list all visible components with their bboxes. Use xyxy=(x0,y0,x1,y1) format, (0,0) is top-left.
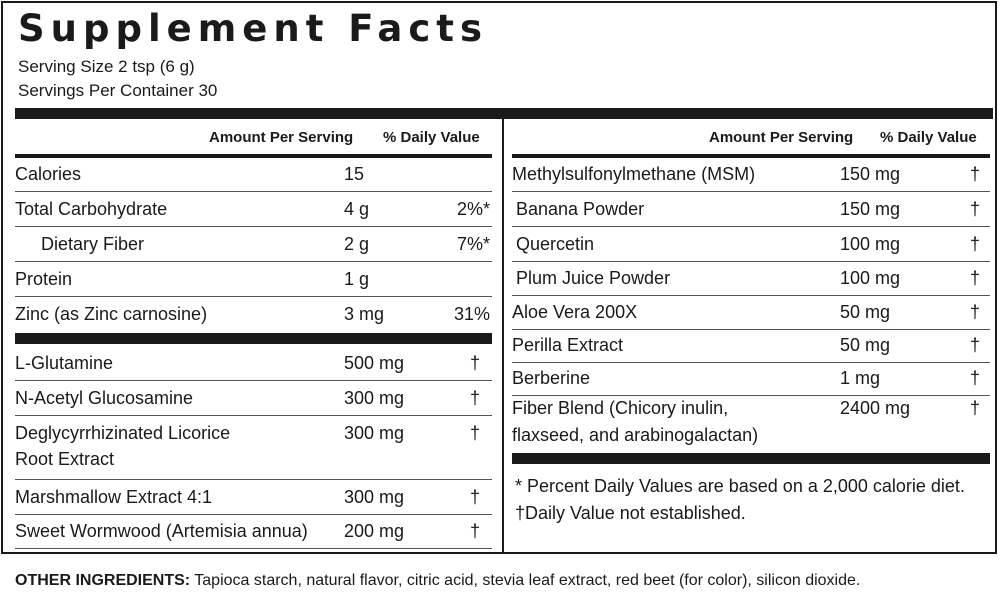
nutrient-row xyxy=(15,297,492,332)
ingredient-dv: † xyxy=(469,353,480,373)
nutrient-amount: 15 xyxy=(344,164,365,184)
right-amount-header: Amount Per Serving xyxy=(709,129,854,146)
ingredient-name: Perilla Extract xyxy=(512,335,624,355)
ingredient-name: Berberine xyxy=(512,368,591,388)
ingredient-row xyxy=(15,381,492,416)
ingredient-dv: † xyxy=(469,423,480,443)
nutrient-amount: 1 g xyxy=(344,269,370,289)
ingredient-amount: 500 mg xyxy=(344,353,405,373)
ingredient-dv: † xyxy=(469,487,480,507)
nutrient-name: Calories xyxy=(15,164,82,184)
serving-size: Serving Size 2 tsp (6 g) xyxy=(18,57,195,76)
ingredient-dv: † xyxy=(969,302,980,322)
thick-divider-top xyxy=(15,108,993,119)
thick-divider-left xyxy=(15,333,492,344)
panel-title: Supplement Facts xyxy=(18,7,489,50)
ingredient-name: Banana Powder xyxy=(516,199,645,219)
ingredient-amount: 300 mg xyxy=(344,388,405,408)
ingredient-name: Quercetin xyxy=(516,234,595,254)
ingredient-dv: † xyxy=(969,164,980,184)
ingredient-name: Sweet Wormwood (Artemisia annua) xyxy=(15,521,308,541)
ingredient-name: Marshmallow Extract 4:1 xyxy=(15,487,213,507)
nutrient-amount: 2 g xyxy=(344,234,370,254)
other-ingredients-text: Tapioca starch, natural flavor, citric acid, stevia leaf extract, red beet (for color), silicon dioxide. xyxy=(190,572,861,589)
left-amount-header: Amount Per Serving xyxy=(209,129,354,146)
nutrient-dv: 7%* xyxy=(456,234,490,254)
ingredient-amount: 2400 mg xyxy=(840,398,911,418)
ingredient-row xyxy=(15,480,492,515)
ingredient-dv: † xyxy=(969,368,980,388)
ingredient-name-line2: Root Extract xyxy=(15,449,115,469)
right-dv-header: % Daily Value xyxy=(880,129,977,146)
ingredient-name: Fiber Blend (Chicory inulin, xyxy=(512,398,729,418)
ingredient-row xyxy=(512,227,990,262)
ingredient-row xyxy=(512,295,990,330)
nutrient-name: Protein xyxy=(15,269,73,289)
ingredient-amount: 50 mg xyxy=(840,302,891,322)
nutrient-name: Dietary Fiber xyxy=(41,234,145,254)
ingredient-row xyxy=(512,261,990,296)
ingredient-row xyxy=(512,395,990,459)
ingredient-row xyxy=(15,346,492,381)
ingredient-row xyxy=(512,157,990,192)
ingredient-name-line2: flaxseed, and arabinogalactan) xyxy=(512,425,759,445)
ingredient-amount: 300 mg xyxy=(344,487,405,507)
ingredient-amount: 150 mg xyxy=(840,199,901,219)
ingredient-dv: † xyxy=(969,268,980,288)
ingredient-row xyxy=(15,514,492,549)
nutrient-row xyxy=(15,192,492,227)
thick-divider-right xyxy=(512,453,990,464)
ingredient-dv: † xyxy=(969,398,980,418)
ingredient-row xyxy=(512,328,990,363)
nutrient-dv: 31% xyxy=(453,304,490,324)
ingredient-name: N-Acetyl Glucosamine xyxy=(15,388,194,408)
ingredient-amount: 300 mg xyxy=(344,423,405,443)
ingredient-name: Plum Juice Powder xyxy=(516,268,671,288)
left-dv-header: % Daily Value xyxy=(383,129,480,146)
ingredient-row xyxy=(15,416,492,480)
ingredient-row xyxy=(512,192,990,227)
ingredient-amount: 50 mg xyxy=(840,335,891,355)
ingredient-dv: † xyxy=(969,234,980,254)
ingredient-dv: † xyxy=(969,335,980,355)
ingredient-row xyxy=(512,361,990,396)
nutrient-amount: 4 g xyxy=(344,199,370,219)
ingredient-name: L-Glutamine xyxy=(15,353,114,373)
nutrient-name: Total Carbohydrate xyxy=(15,199,168,219)
nutrient-row xyxy=(15,262,492,297)
ingredient-name: Aloe Vera 200X xyxy=(512,302,638,322)
ingredient-amount: 100 mg xyxy=(840,268,901,288)
footnote-percent: * Percent Daily Values are based on a 2,000 calorie diet. xyxy=(515,476,965,496)
ingredient-name: Methylsulfonylmethane (MSM) xyxy=(512,164,756,184)
ingredient-amount: 200 mg xyxy=(344,521,405,541)
ingredient-dv: † xyxy=(469,521,480,541)
ingredient-dv: † xyxy=(969,199,980,219)
ingredient-name: Deglycyrrhizinated Licorice xyxy=(15,423,231,443)
nutrient-dv: 2%* xyxy=(456,199,490,219)
ingredient-amount: 1 mg xyxy=(840,368,881,388)
nutrient-row xyxy=(15,157,492,192)
ingredient-amount: 100 mg xyxy=(840,234,901,254)
column-divider xyxy=(502,119,504,554)
supplement-facts-panel xyxy=(1,1,997,554)
servings-per-container: Servings Per Container 30 xyxy=(18,81,218,100)
other-ingredients xyxy=(15,571,860,591)
ingredient-dv: † xyxy=(469,388,480,408)
nutrient-amount: 3 mg xyxy=(344,304,385,324)
other-ingredients-label: OTHER INGREDIENTS: xyxy=(15,572,191,589)
ingredient-amount: 150 mg xyxy=(840,164,901,184)
nutrient-row xyxy=(15,227,492,262)
nutrient-name: Zinc (as Zinc carnosine) xyxy=(15,304,208,324)
footnote-dagger: †Daily Value not established. xyxy=(515,503,746,523)
